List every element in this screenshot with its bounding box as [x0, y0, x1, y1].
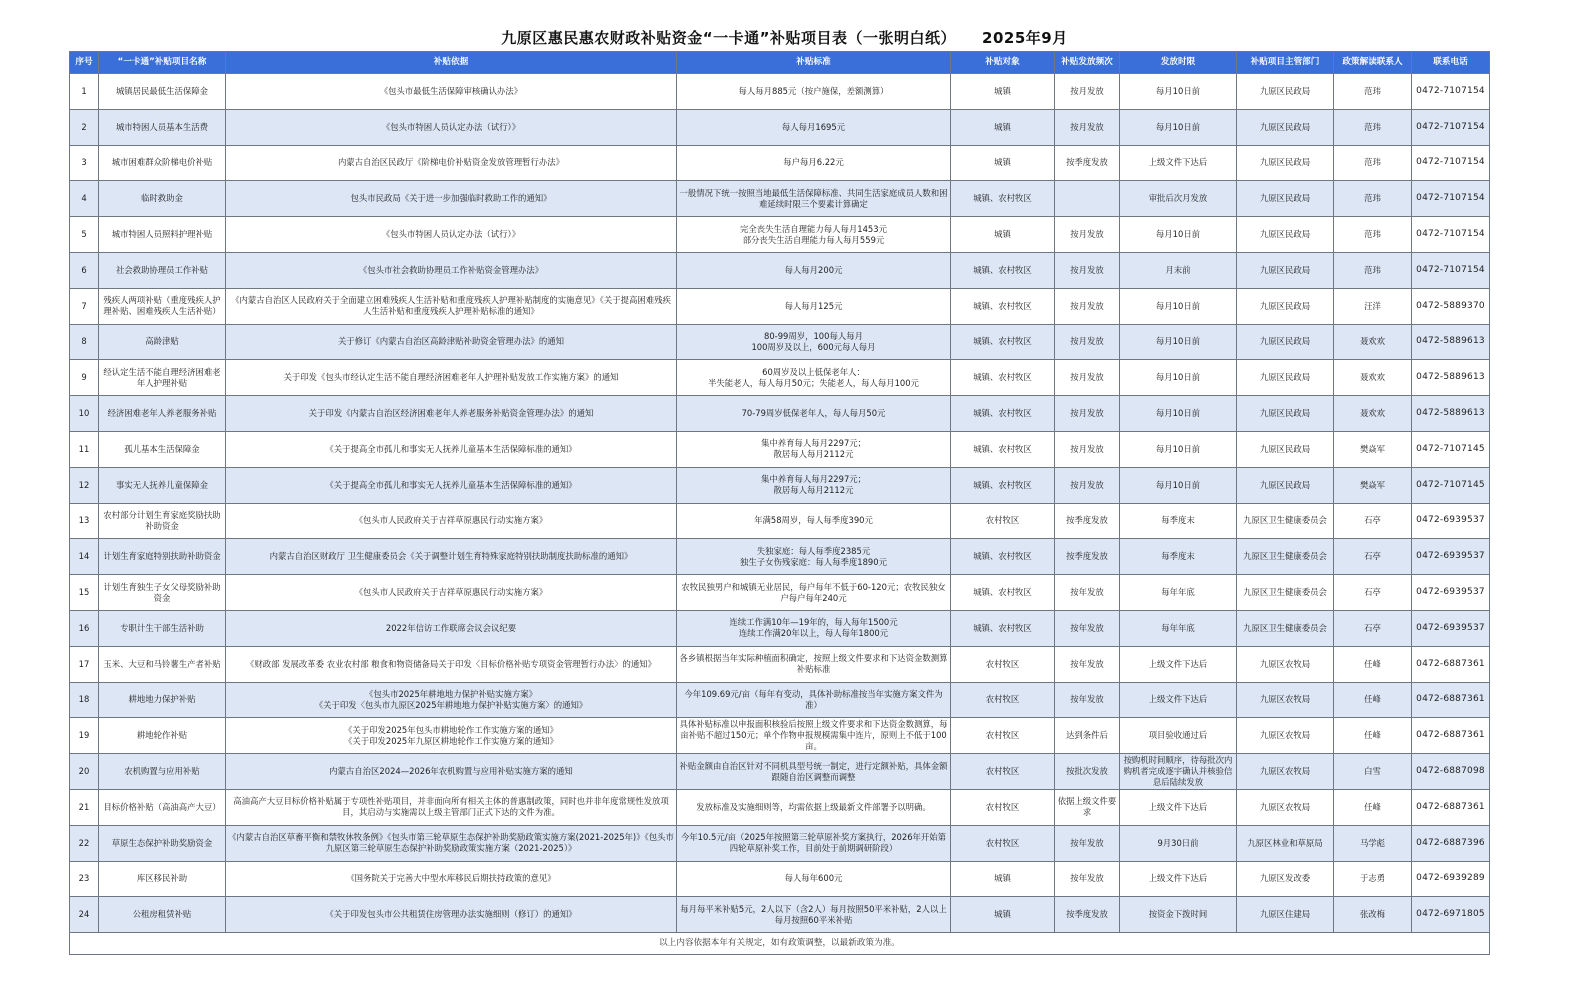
table-row — [70, 467, 1490, 503]
cell-contact: 任峰 — [1334, 682, 1412, 718]
cell-target: 农村牧区 — [951, 503, 1055, 539]
cell-target: 城镇 — [951, 897, 1055, 933]
cell-phone: 0472-7107154 — [1412, 217, 1490, 253]
cell-index: 15 — [70, 575, 99, 611]
cell-basis: 《财政部 发展改革委 农业农村部 粮食和物资储备局关于印发〈目标价格补贴专项资金管理暂行办法〉的通知》 — [226, 646, 677, 682]
cell-contact: 石亭 — [1334, 503, 1412, 539]
cell-department: 九原区农牧局 — [1237, 646, 1334, 682]
cell-deadline: 每月10日前 — [1120, 288, 1237, 324]
cell-contact: 范玮 — [1334, 217, 1412, 253]
cell-project-name: 临时救助金 — [99, 181, 226, 217]
cell-department: 九原区民政局 — [1237, 467, 1334, 503]
cell-contact: 范玮 — [1334, 181, 1412, 217]
cell-deadline: 月末前 — [1120, 252, 1237, 288]
cell-frequency: 按季度发放 — [1055, 145, 1120, 181]
cell-frequency: 按月发放 — [1055, 360, 1120, 396]
cell-phone: 0472-6887098 — [1412, 754, 1490, 790]
cell-target: 城镇、农村牧区 — [951, 324, 1055, 360]
cell-contact: 石亭 — [1334, 575, 1412, 611]
cell-project-name: 经认定生活不能自理经济困难老年人护理补贴 — [99, 360, 226, 396]
cell-basis: 《包头市2025年耕地地力保护补贴实施方案》 《关于印发〈包头市九原区2025年耕地地力保护补贴实施方案〉的通知》 — [226, 682, 677, 718]
cell-standard: 60周岁及以上低保老年人： 半失能老人，每人每月50元；失能老人，每人每月100元 — [677, 360, 951, 396]
cell-phone: 0472-7107154 — [1412, 252, 1490, 288]
cell-frequency: 按年发放 — [1055, 610, 1120, 646]
cell-project-name: 目标价格补贴（高油高产大豆） — [99, 789, 226, 825]
cell-frequency: 按月发放 — [1055, 217, 1120, 253]
cell-phone: 0472-6939537 — [1412, 610, 1490, 646]
cell-deadline: 按资金下拨时间 — [1120, 897, 1237, 933]
cell-department: 九原区民政局 — [1237, 145, 1334, 181]
cell-index: 18 — [70, 682, 99, 718]
col-header-phone: 联系电话 — [1412, 52, 1490, 74]
table-row — [70, 503, 1490, 539]
cell-standard: 集中养育每人每月2297元； 散居每人每月2112元 — [677, 431, 951, 467]
cell-basis: 《关于印发包头市公共租赁住房管理办法实施细则（修订）的通知》 — [226, 897, 677, 933]
cell-project-name: 草原生态保护补助奖励资金 — [99, 825, 226, 861]
cell-project-name: 城镇居民最低生活保障金 — [99, 74, 226, 110]
table-row — [70, 861, 1490, 897]
cell-phone: 0472-6887396 — [1412, 825, 1490, 861]
cell-department: 九原区民政局 — [1237, 181, 1334, 217]
cell-index: 14 — [70, 539, 99, 575]
table-row — [70, 109, 1490, 145]
table-row — [70, 718, 1490, 754]
cell-standard: 农牧民独男户和城镇无业居民，每户每年不低于60-120元；农牧民独女户每户每年240元 — [677, 575, 951, 611]
table-row — [70, 360, 1490, 396]
cell-standard: 每人每年600元 — [677, 861, 951, 897]
cell-basis: 《关于印发2025年包头市耕地轮作工作实施方案的通知》 《关于印发2025年九原区耕地轮作工作实施方案的通知》 — [226, 718, 677, 754]
cell-target: 城镇、农村牧区 — [951, 575, 1055, 611]
cell-department: 九原区民政局 — [1237, 360, 1334, 396]
cell-basis: 关于修订《内蒙古自治区高龄津贴补助资金管理办法》的通知 — [226, 324, 677, 360]
cell-index: 5 — [70, 217, 99, 253]
cell-basis: 高油高产大豆目标价格补贴属于专项性补贴项目，并非面向所有相关主体的普惠制政策，同时也并非年度常规性发放项目，其启动与实施需以上级主管部门正式下达的文件为准。 — [226, 789, 677, 825]
cell-contact: 马学彪 — [1334, 825, 1412, 861]
col-header-basis: 补贴依据 — [226, 52, 677, 74]
footer-row — [70, 933, 1490, 955]
table-row — [70, 324, 1490, 360]
cell-basis: 包头市民政局《关于进一步加强临时救助工作的通知》 — [226, 181, 677, 217]
cell-project-name: 城市特困人员基本生活费 — [99, 109, 226, 145]
cell-frequency: 按批次发放 — [1055, 754, 1120, 790]
cell-department: 九原区民政局 — [1237, 288, 1334, 324]
cell-deadline: 每季度末 — [1120, 539, 1237, 575]
table-row — [70, 754, 1490, 790]
cell-contact: 范玮 — [1334, 252, 1412, 288]
col-header-contact: 政策解读联系人 — [1334, 52, 1412, 74]
cell-index: 22 — [70, 825, 99, 861]
cell-deadline: 上级文件下达后 — [1120, 682, 1237, 718]
cell-index: 1 — [70, 74, 99, 110]
cell-basis: 内蒙古自治区财政厅 卫生健康委员会《关于调整计划生育特殊家庭特别扶助制度扶助标准的通知》 — [226, 539, 677, 575]
cell-standard: 今年10.5元/亩（2025年按照第三轮草原补奖方案执行，2026年开始第四轮草原补奖工作，目前处于前期调研阶段） — [677, 825, 951, 861]
table-row — [70, 217, 1490, 253]
cell-phone: 0472-7107145 — [1412, 431, 1490, 467]
cell-contact: 聂欢欢 — [1334, 360, 1412, 396]
cell-frequency: 按季度发放 — [1055, 539, 1120, 575]
cell-index: 2 — [70, 109, 99, 145]
cell-phone: 0472-5889370 — [1412, 288, 1490, 324]
cell-standard: 连续工作满10年—19年的，每人每年1500元 连续工作满20年以上，每人每年1800元 — [677, 610, 951, 646]
cell-contact: 白雪 — [1334, 754, 1412, 790]
cell-target: 城镇、农村牧区 — [951, 431, 1055, 467]
cell-phone: 0472-6939537 — [1412, 503, 1490, 539]
col-header-department: 补贴项目主管部门 — [1237, 52, 1334, 74]
subsidy-table — [69, 51, 1490, 955]
cell-standard: 70-79周岁低保老年人，每人每月50元 — [677, 396, 951, 432]
cell-contact: 聂欢欢 — [1334, 396, 1412, 432]
table-row — [70, 825, 1490, 861]
cell-contact: 范玮 — [1334, 145, 1412, 181]
cell-phone: 0472-6887361 — [1412, 646, 1490, 682]
cell-project-name: 城市特困人员照料护理补贴 — [99, 217, 226, 253]
cell-contact: 樊焱军 — [1334, 431, 1412, 467]
cell-standard: 发放标准及实施细则等，均需依据上级最新文件部署予以明确。 — [677, 789, 951, 825]
cell-department: 九原区农牧局 — [1237, 682, 1334, 718]
cell-standard: 失独家庭：每人每季度2385元 独生子女伤残家庭：每人每季度1890元 — [677, 539, 951, 575]
cell-department: 九原区农牧局 — [1237, 754, 1334, 790]
cell-department: 九原区民政局 — [1237, 217, 1334, 253]
cell-contact: 范玮 — [1334, 109, 1412, 145]
cell-basis: 《国务院关于完善大中型水库移民后期扶持政策的意见》 — [226, 861, 677, 897]
cell-department: 九原区卫生健康委员会 — [1237, 503, 1334, 539]
cell-target: 农村牧区 — [951, 825, 1055, 861]
cell-contact: 聂欢欢 — [1334, 324, 1412, 360]
table-row — [70, 431, 1490, 467]
cell-index: 6 — [70, 252, 99, 288]
cell-standard: 80-99周岁，100每人每月 100周岁及以上，600元每人每月 — [677, 324, 951, 360]
cell-phone: 0472-5889613 — [1412, 396, 1490, 432]
cell-phone: 0472-6939289 — [1412, 861, 1490, 897]
cell-phone: 0472-6939537 — [1412, 539, 1490, 575]
cell-standard: 具体补贴标准以申报面积核验后按照上级文件要求和下达资金数测算，每亩补贴不超过150元；单个作物申报规模需集中连片，原则上不低于100亩。 — [677, 718, 951, 754]
cell-frequency — [1055, 181, 1120, 217]
cell-deadline: 审批后次月发放 — [1120, 181, 1237, 217]
cell-phone: 0472-5889613 — [1412, 360, 1490, 396]
cell-target: 城镇、农村牧区 — [951, 467, 1055, 503]
col-header-frequency: 补贴发放频次 — [1055, 52, 1120, 74]
cell-target: 城镇、农村牧区 — [951, 252, 1055, 288]
col-header-project-name: “一卡通”补贴项目名称 — [99, 52, 226, 74]
cell-department: 九原区住建局 — [1237, 897, 1334, 933]
cell-basis: 《包头市人民政府关于吉祥草原惠民行动实施方案》 — [226, 575, 677, 611]
cell-frequency: 按年发放 — [1055, 825, 1120, 861]
cell-basis: 内蒙古自治区民政厅《阶梯电价补贴资金发放管理暂行办法》 — [226, 145, 677, 181]
col-header-deadline: 发放时限 — [1120, 52, 1237, 74]
cell-target: 城镇 — [951, 217, 1055, 253]
table-row — [70, 682, 1490, 718]
cell-standard: 补贴金额由自治区针对不同机具型号统一制定，进行定额补贴，具体金额跟随自治区调整而调整 — [677, 754, 951, 790]
cell-phone: 0472-7107154 — [1412, 109, 1490, 145]
table-row — [70, 646, 1490, 682]
table-row — [70, 575, 1490, 611]
cell-target: 农村牧区 — [951, 682, 1055, 718]
cell-deadline: 上级文件下达后 — [1120, 646, 1237, 682]
cell-deadline: 每年年底 — [1120, 610, 1237, 646]
table-row — [70, 396, 1490, 432]
cell-index: 13 — [70, 503, 99, 539]
cell-contact: 任峰 — [1334, 789, 1412, 825]
cell-standard: 每人每月200元 — [677, 252, 951, 288]
cell-basis: 《包头市特困人员认定办法（试行）》 — [226, 217, 677, 253]
cell-project-name: 事实无人抚养儿童保障金 — [99, 467, 226, 503]
cell-frequency: 按月发放 — [1055, 431, 1120, 467]
cell-target: 城镇、农村牧区 — [951, 539, 1055, 575]
cell-standard: 每户每月6.22元 — [677, 145, 951, 181]
title-text: 九原区惠民惠农财政补贴资金“一卡通”补贴项目表（一张明白纸） — [501, 29, 957, 47]
cell-contact: 石亭 — [1334, 539, 1412, 575]
cell-department: 九原区农牧局 — [1237, 789, 1334, 825]
cell-project-name: 玉米、大豆和马铃薯生产者补贴 — [99, 646, 226, 682]
cell-basis: 《包头市特困人员认定办法（试行）》 — [226, 109, 677, 145]
cell-standard: 今年109.69元/亩（每年有变动，具体补助标准按当年实施方案文件为准） — [677, 682, 951, 718]
cell-index: 4 — [70, 181, 99, 217]
cell-deadline: 每月10日前 — [1120, 109, 1237, 145]
cell-basis: 关于印发《内蒙古自治区经济困难老年人养老服务补贴资金管理办法》的通知 — [226, 396, 677, 432]
cell-frequency: 按月发放 — [1055, 109, 1120, 145]
cell-project-name: 耕地轮作补贴 — [99, 718, 226, 754]
cell-target: 农村牧区 — [951, 789, 1055, 825]
cell-contact: 任峰 — [1334, 646, 1412, 682]
title-date: 2025年9月 — [982, 29, 1068, 47]
cell-target: 城镇、农村牧区 — [951, 396, 1055, 432]
cell-standard: 年满58周岁，每人每季度390元 — [677, 503, 951, 539]
cell-project-name: 公租房租赁补贴 — [99, 897, 226, 933]
cell-phone: 0472-7107154 — [1412, 181, 1490, 217]
cell-target: 城镇 — [951, 861, 1055, 897]
cell-phone: 0472-6939537 — [1412, 575, 1490, 611]
table-row — [70, 610, 1490, 646]
cell-index: 23 — [70, 861, 99, 897]
cell-basis: 《包头市最低生活保障审核确认办法》 — [226, 74, 677, 110]
cell-project-name: 孤儿基本生活保障金 — [99, 431, 226, 467]
cell-basis: 关于印发《包头市经认定生活不能自理经济困难老年人护理补贴发放工作实施方案》的通知 — [226, 360, 677, 396]
cell-project-name: 耕地地力保护补贴 — [99, 682, 226, 718]
table-row — [70, 789, 1490, 825]
cell-phone: 0472-5889613 — [1412, 324, 1490, 360]
cell-frequency: 按月发放 — [1055, 288, 1120, 324]
cell-deadline: 9月30日前 — [1120, 825, 1237, 861]
cell-target: 城镇、农村牧区 — [951, 360, 1055, 396]
cell-project-name: 计划生育独生子女父母奖励补助资金 — [99, 575, 226, 611]
cell-target: 城镇、农村牧区 — [951, 610, 1055, 646]
cell-department: 九原区民政局 — [1237, 396, 1334, 432]
cell-basis: 内蒙古自治区2024—2026年农机购置与应用补贴实施方案的通知 — [226, 754, 677, 790]
cell-deadline: 每月10日前 — [1120, 396, 1237, 432]
cell-standard: 每人每月885元（按户施保，差额测算） — [677, 74, 951, 110]
cell-index: 9 — [70, 360, 99, 396]
table-row — [70, 181, 1490, 217]
cell-index: 20 — [70, 754, 99, 790]
cell-deadline: 项目验收通过后 — [1120, 718, 1237, 754]
cell-project-name: 农机购置与应用补贴 — [99, 754, 226, 790]
cell-project-name: 城市困难群众阶梯电价补贴 — [99, 145, 226, 181]
table-row — [70, 74, 1490, 110]
col-header-index: 序号 — [70, 52, 99, 74]
cell-frequency: 按年发放 — [1055, 861, 1120, 897]
cell-deadline: 上级文件下达后 — [1120, 145, 1237, 181]
cell-basis: 《内蒙古自治区人民政府关于全面建立困难残疾人生活补贴和重度残疾人护理补贴制度的实施意见》《关于提高困难残疾人生活补贴和重度残疾人护理补贴标准的通知》 — [226, 288, 677, 324]
cell-phone: 0472-7107154 — [1412, 74, 1490, 110]
cell-index: 21 — [70, 789, 99, 825]
cell-project-name: 经济困难老年人养老服务补贴 — [99, 396, 226, 432]
table-row — [70, 252, 1490, 288]
cell-standard: 一般情况下统一按照当地最低生活保障标准、共同生活家庭成员人数和困难延续时限三个要素计算确定 — [677, 181, 951, 217]
cell-standard: 各乡镇根据当年实际种植面积确定，按照上级文件要求和下达资金数测算补贴标准 — [677, 646, 951, 682]
cell-index: 17 — [70, 646, 99, 682]
cell-department: 九原区卫生健康委员会 — [1237, 539, 1334, 575]
col-header-standard: 补贴标准 — [677, 52, 951, 74]
cell-deadline: 每月10日前 — [1120, 431, 1237, 467]
cell-index: 12 — [70, 467, 99, 503]
cell-project-name: 社会救助协理员工作补贴 — [99, 252, 226, 288]
footer-note: 以上内容依据本年有关规定，如有政策调整，以最新政策为准。 — [70, 933, 1490, 955]
table-row — [70, 288, 1490, 324]
cell-department: 九原区民政局 — [1237, 252, 1334, 288]
cell-department: 九原区民政局 — [1237, 324, 1334, 360]
cell-frequency: 按季度发放 — [1055, 897, 1120, 933]
cell-basis: 《内蒙古自治区草畜平衡和禁牧休牧条例》《包头市第三轮草原生态保护补助奖励政策实施方案(2021-2025年)》《包头市九原区第三轮草原生态保护补助奖励政策实施方案（2021-2025）》 — [226, 825, 677, 861]
cell-target: 城镇 — [951, 145, 1055, 181]
cell-project-name: 高龄津贴 — [99, 324, 226, 360]
cell-phone: 0472-7107154 — [1412, 145, 1490, 181]
cell-index: 7 — [70, 288, 99, 324]
cell-department: 九原区卫生健康委员会 — [1237, 610, 1334, 646]
cell-standard: 每人每月125元 — [677, 288, 951, 324]
cell-frequency: 达到条件后 — [1055, 718, 1120, 754]
cell-department: 九原区发改委 — [1237, 861, 1334, 897]
col-header-target: 补贴对象 — [951, 52, 1055, 74]
cell-deadline: 按购机时间顺序，待每批次内购机者完成逐宇确认并核验信息后陆续发放 — [1120, 754, 1237, 790]
cell-contact: 樊焱军 — [1334, 467, 1412, 503]
cell-basis: 《包头市社会救助协理员工作补贴资金管理办法》 — [226, 252, 677, 288]
cell-frequency: 依据上级文件要求 — [1055, 789, 1120, 825]
cell-basis: 《关于提高全市孤儿和事实无人抚养儿童基本生活保障标准的通知》 — [226, 467, 677, 503]
cell-contact: 张改梅 — [1334, 897, 1412, 933]
cell-project-name: 专职计生干部生活补助 — [99, 610, 226, 646]
cell-basis: 《包头市人民政府关于吉祥草原惠民行动实施方案》 — [226, 503, 677, 539]
cell-phone: 0472-6971805 — [1412, 897, 1490, 933]
cell-target: 农村牧区 — [951, 646, 1055, 682]
cell-contact: 范玮 — [1334, 74, 1412, 110]
cell-deadline: 每年年底 — [1120, 575, 1237, 611]
cell-target: 城镇 — [951, 74, 1055, 110]
cell-deadline: 每季度末 — [1120, 503, 1237, 539]
cell-standard: 每月每平米补贴5元，2人以下（含2人）每月按照50平米补贴，2人以上每月按照60平米补贴 — [677, 897, 951, 933]
cell-project-name: 农村部分计划生育家庭奖励扶助补助资金 — [99, 503, 226, 539]
cell-standard: 集中养育每人每月2297元； 散居每人每月2112元 — [677, 467, 951, 503]
cell-index: 8 — [70, 324, 99, 360]
cell-index: 16 — [70, 610, 99, 646]
header-row — [70, 52, 1490, 74]
cell-phone: 0472-6887361 — [1412, 789, 1490, 825]
table-row — [70, 897, 1490, 933]
cell-frequency: 按年发放 — [1055, 646, 1120, 682]
cell-deadline: 每月10日前 — [1120, 74, 1237, 110]
cell-frequency: 按月发放 — [1055, 324, 1120, 360]
cell-index: 24 — [70, 897, 99, 933]
cell-standard: 完全丧失生活自理能力每人每月1453元 部分丧失生活自理能力每人每月559元 — [677, 217, 951, 253]
cell-deadline: 每月10日前 — [1120, 217, 1237, 253]
cell-target: 城镇、农村牧区 — [951, 181, 1055, 217]
cell-project-name: 库区移民补助 — [99, 861, 226, 897]
cell-frequency: 按季度发放 — [1055, 503, 1120, 539]
cell-department: 九原区林业和草原局 — [1237, 825, 1334, 861]
cell-department: 九原区民政局 — [1237, 109, 1334, 145]
cell-contact: 石亭 — [1334, 610, 1412, 646]
cell-basis: 2022年信访工作联席会议会议纪要 — [226, 610, 677, 646]
cell-contact: 汪洋 — [1334, 288, 1412, 324]
cell-index: 3 — [70, 145, 99, 181]
cell-department: 九原区民政局 — [1237, 431, 1334, 467]
cell-frequency: 按月发放 — [1055, 467, 1120, 503]
cell-deadline: 每月10日前 — [1120, 360, 1237, 396]
cell-department: 九原区民政局 — [1237, 74, 1334, 110]
cell-target: 农村牧区 — [951, 718, 1055, 754]
cell-frequency: 按年发放 — [1055, 575, 1120, 611]
cell-index: 11 — [70, 431, 99, 467]
cell-project-name: 残疾人两项补贴（重度残疾人护理补贴、困难残疾人生活补贴） — [99, 288, 226, 324]
cell-project-name: 计划生育家庭特别扶助补助资金 — [99, 539, 226, 575]
cell-frequency: 按月发放 — [1055, 252, 1120, 288]
cell-standard: 每人每月1695元 — [677, 109, 951, 145]
cell-target: 城镇、农村牧区 — [951, 288, 1055, 324]
page-title — [0, 27, 1569, 51]
table-row — [70, 539, 1490, 575]
cell-department: 九原区卫生健康委员会 — [1237, 575, 1334, 611]
cell-contact: 于志勇 — [1334, 861, 1412, 897]
cell-phone: 0472-6887361 — [1412, 718, 1490, 754]
cell-phone: 0472-7107145 — [1412, 467, 1490, 503]
cell-deadline: 上级文件下达后 — [1120, 861, 1237, 897]
cell-frequency: 按月发放 — [1055, 396, 1120, 432]
cell-frequency: 按年发放 — [1055, 682, 1120, 718]
cell-deadline: 每月10日前 — [1120, 324, 1237, 360]
cell-phone: 0472-6887361 — [1412, 682, 1490, 718]
cell-contact: 任峰 — [1334, 718, 1412, 754]
cell-deadline: 每月10日前 — [1120, 467, 1237, 503]
cell-frequency: 按月发放 — [1055, 74, 1120, 110]
cell-target: 农村牧区 — [951, 754, 1055, 790]
cell-deadline: 上级文件下达后 — [1120, 789, 1237, 825]
cell-index: 19 — [70, 718, 99, 754]
cell-target: 城镇 — [951, 109, 1055, 145]
table-row — [70, 145, 1490, 181]
cell-department: 九原区农牧局 — [1237, 718, 1334, 754]
cell-index: 10 — [70, 396, 99, 432]
cell-basis: 《关于提高全市孤儿和事实无人抚养儿童基本生活保障标准的通知》 — [226, 431, 677, 467]
